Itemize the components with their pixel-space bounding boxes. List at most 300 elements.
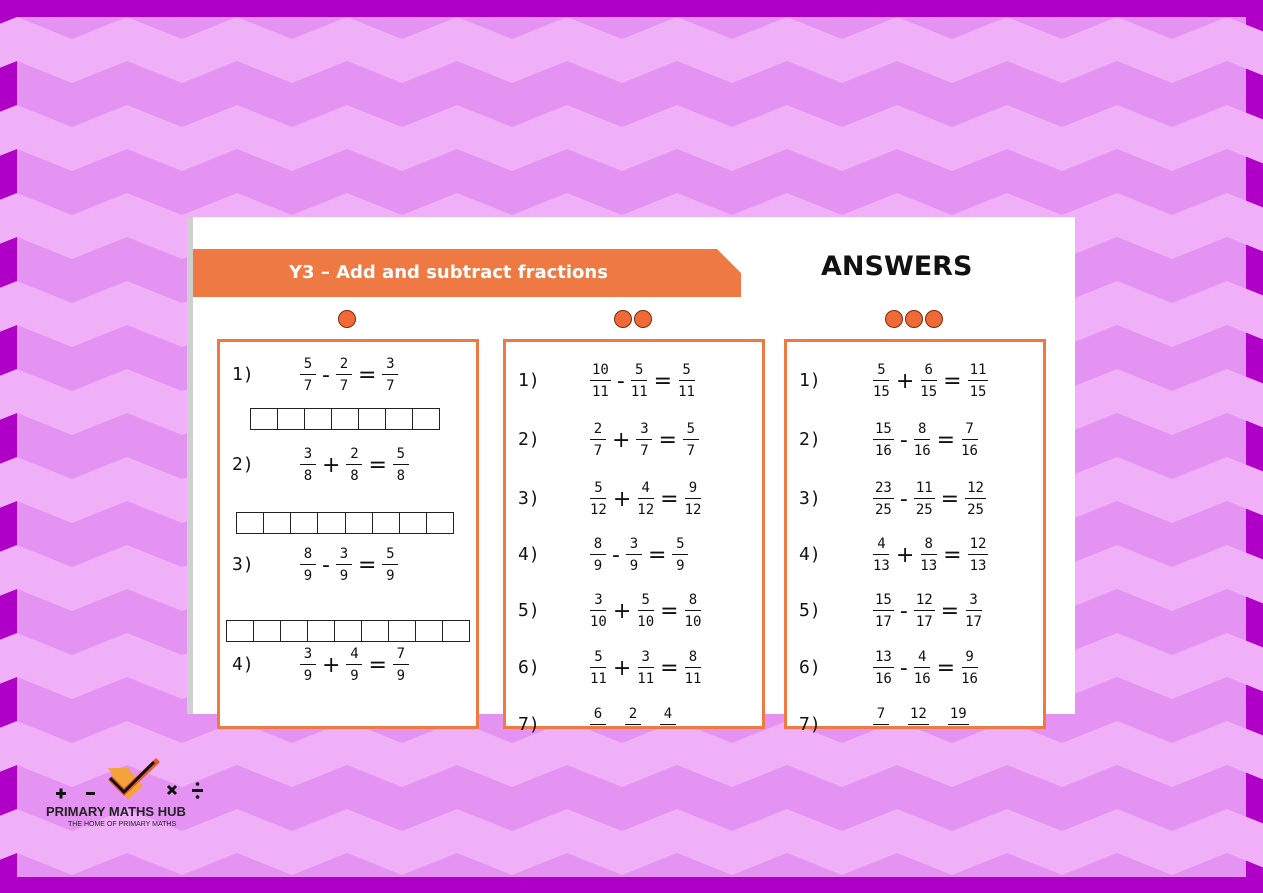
fraction [873, 649, 894, 687]
question-row [506, 588, 762, 634]
denominator: 12 [590, 502, 607, 518]
fraction-bar [226, 620, 470, 642]
operator: + [612, 427, 631, 453]
operator: = [940, 598, 960, 624]
numerator: 12 [908, 706, 929, 725]
question-row [787, 417, 1043, 463]
numerator: 11 [914, 480, 935, 499]
denominator: 16 [875, 443, 892, 459]
numerator: 9 [685, 480, 701, 499]
numerator: 7 [873, 706, 889, 725]
answers-heading: ANSWERS [821, 251, 973, 282]
numerator: 2 [336, 356, 352, 375]
fraction [914, 480, 935, 518]
question-number: 3) [518, 488, 540, 509]
numerator: 5 [679, 362, 695, 381]
fraction-equation [300, 642, 409, 688]
operator: + [895, 542, 915, 568]
numerator: 4 [638, 480, 654, 499]
operator: = [936, 655, 956, 681]
operator: - [322, 362, 330, 388]
fraction [300, 646, 316, 684]
worksheet-preview [187, 217, 1075, 735]
question-row [787, 645, 1043, 691]
difficulty-dot [634, 310, 652, 328]
numerator: 5 [590, 480, 606, 499]
fraction-equation [300, 542, 398, 588]
fraction [346, 646, 362, 684]
denominator [629, 725, 637, 744]
operator: = [357, 552, 377, 578]
numerator: 8 [590, 536, 606, 555]
fraction-bar-segment [251, 409, 278, 429]
denominator: 9 [350, 668, 359, 684]
denominator: 17 [965, 614, 982, 630]
fraction [590, 421, 606, 459]
denominator: 7 [640, 443, 649, 459]
fraction [300, 446, 316, 484]
question-row [787, 588, 1043, 634]
fraction [965, 480, 986, 518]
fraction [382, 546, 398, 584]
fraction [961, 649, 978, 687]
question-number: 3) [799, 488, 821, 509]
question-number: 2) [799, 429, 821, 450]
denominator: 15 [969, 384, 987, 400]
question-row [506, 417, 762, 463]
difficulty-dot [338, 310, 356, 328]
operator: = [658, 427, 677, 453]
numerator: 5 [631, 362, 647, 381]
operator: - [616, 368, 625, 394]
numerator: 15 [873, 421, 894, 440]
numerator: 10 [590, 362, 611, 381]
numerator: 5 [873, 362, 889, 381]
denominator [914, 725, 922, 744]
fraction [965, 592, 982, 630]
numerator: 7 [962, 421, 978, 440]
fraction-bar-segment [318, 513, 345, 533]
fraction [336, 546, 352, 584]
fraction-bar-segment [227, 621, 254, 641]
operator: = [368, 452, 387, 478]
denominator: 16 [875, 671, 892, 687]
denominator: 11 [590, 671, 607, 687]
question-number: 4) [799, 544, 821, 565]
fraction-bar-segment [332, 409, 359, 429]
denominator: 13 [873, 558, 890, 574]
operator: = [940, 486, 960, 512]
denominator: 16 [961, 671, 978, 687]
operator: + [612, 655, 632, 681]
numerator: 12 [914, 592, 935, 611]
numerator: 4 [873, 536, 889, 555]
numerator: 3 [626, 536, 642, 555]
fraction-bar-segment [416, 621, 443, 641]
fraction [637, 592, 654, 630]
denominator: 16 [961, 443, 978, 459]
operator: - [899, 655, 908, 681]
operator [612, 713, 619, 738]
numerator: 19 [948, 706, 969, 725]
fraction [920, 362, 937, 400]
fraction-bar [250, 408, 440, 430]
denominator: 7 [593, 443, 603, 459]
numerator: 11 [968, 362, 989, 381]
fraction-equation [873, 588, 982, 634]
fraction-equation [590, 358, 695, 404]
fraction-bar-segment [386, 409, 413, 429]
numerator: 8 [685, 649, 701, 668]
numerator: 4 [346, 646, 362, 665]
fraction [914, 421, 931, 459]
fraction [590, 480, 607, 518]
numerator: 4 [660, 706, 676, 725]
denominator: 11 [684, 671, 702, 687]
fraction-bar-segment [362, 621, 389, 641]
denominator: 9 [676, 558, 685, 574]
fraction [590, 362, 611, 400]
fraction-equation [590, 417, 699, 463]
numerator: 5 [393, 446, 409, 465]
question-number: 7) [518, 714, 540, 735]
fraction-equation [873, 702, 969, 748]
fraction-equation [590, 532, 688, 578]
fraction [672, 536, 688, 574]
operator [935, 713, 942, 738]
question-row [787, 358, 1043, 404]
question-number: 2) [518, 429, 540, 450]
operator: = [660, 598, 679, 624]
question-row [506, 645, 762, 691]
question-number: 1) [799, 370, 821, 391]
fraction-bar-segment [427, 513, 453, 533]
operator: = [936, 427, 956, 453]
question-number: 5) [518, 600, 540, 621]
fraction [300, 356, 316, 394]
operator: - [899, 486, 908, 512]
question-number: 7) [799, 714, 821, 735]
numerator: 12 [965, 480, 986, 499]
denominator: 25 [967, 502, 984, 518]
fraction [685, 649, 702, 687]
fraction [382, 356, 398, 394]
operator: = [660, 655, 679, 681]
numerator: 3 [300, 646, 316, 665]
denominator: 25 [915, 502, 933, 518]
denominator: 9 [303, 668, 313, 684]
zigzag-stripe [0, 17, 1263, 83]
fraction-bar-segment [278, 409, 305, 429]
numerator: 4 [914, 649, 930, 668]
difficulty-dots-1 [338, 310, 356, 328]
fraction [660, 706, 676, 744]
numerator: 13 [873, 649, 894, 668]
difficulty-dot [885, 310, 903, 328]
fraction-bar-segment [237, 513, 264, 533]
question-row [787, 476, 1043, 522]
denominator: 7 [686, 443, 696, 459]
fraction [914, 649, 931, 687]
denominator: 8 [350, 468, 359, 484]
operator: - [899, 598, 908, 624]
operator: + [322, 452, 341, 478]
fraction [968, 362, 989, 400]
fraction-equation [873, 532, 988, 578]
numerator: 23 [873, 480, 894, 499]
operator [895, 713, 902, 738]
denominator: 7 [303, 378, 313, 394]
fraction [393, 446, 409, 484]
fraction [590, 536, 606, 574]
numerator: 8 [300, 546, 316, 565]
operator: = [943, 542, 962, 568]
numerator: 5 [590, 649, 606, 668]
fraction-bar-segment [305, 409, 332, 429]
numerator: 5 [638, 592, 654, 611]
operator: + [612, 598, 632, 624]
numerator: 3 [336, 546, 352, 565]
denominator: 11 [637, 671, 655, 687]
denominator: 9 [386, 568, 395, 584]
fraction [678, 362, 695, 400]
fraction [873, 421, 894, 459]
fraction [626, 536, 642, 574]
fraction-equation [590, 588, 701, 634]
denominator: 8 [396, 468, 406, 484]
background-frame [17, 17, 1246, 877]
operator: = [368, 652, 387, 678]
numerator: 5 [672, 536, 688, 555]
fraction-equation [300, 442, 409, 488]
fraction-equation [300, 352, 398, 398]
numerator: 5 [382, 546, 398, 565]
question-number: 2) [232, 454, 254, 475]
numerator: 6 [590, 706, 606, 725]
fraction [873, 362, 890, 400]
numerator: 8 [921, 536, 937, 555]
fraction-equation [590, 476, 701, 522]
fraction-bar-segment [359, 409, 386, 429]
fraction [346, 446, 362, 484]
numerator: 2 [625, 706, 641, 725]
numerator: 7 [393, 646, 409, 665]
question-row [220, 542, 476, 588]
fraction-bar-segment [264, 513, 291, 533]
numerator: 3 [966, 592, 982, 611]
zigzag-stripe [0, 105, 1263, 171]
numerator: 3 [382, 356, 398, 375]
logo-tagline: THE HOME OF PRIMARY MATHS [68, 821, 177, 828]
numerator: 3 [590, 592, 606, 611]
operator: - [322, 552, 330, 578]
fraction-bar-segment [335, 621, 362, 641]
logo-name: PRIMARY MATHS HUB [46, 804, 186, 819]
fraction-bar-segment [400, 513, 427, 533]
fraction [393, 646, 409, 684]
fraction [685, 592, 702, 630]
denominator: 17 [875, 614, 892, 630]
operator: = [943, 368, 962, 394]
fraction-equation [590, 702, 676, 748]
question-number: 6) [799, 657, 821, 678]
fraction [300, 546, 316, 584]
fraction-bar-segment [346, 513, 373, 533]
question-row [506, 532, 762, 578]
fraction-bar-segment [413, 409, 439, 429]
question-row [506, 358, 762, 404]
numerator: 15 [873, 592, 894, 611]
denominator: 9 [629, 558, 639, 574]
numerator: 2 [590, 421, 606, 440]
fraction [637, 649, 654, 687]
fraction [590, 649, 607, 687]
denominator: 9 [593, 558, 603, 574]
numerator: 5 [300, 356, 316, 375]
question-row [787, 702, 1043, 748]
numerator: 3 [300, 446, 316, 465]
question-number: 4) [518, 544, 540, 565]
fraction [631, 362, 648, 400]
denominator: 9 [303, 568, 313, 584]
question-row [220, 642, 476, 688]
fraction [590, 706, 606, 744]
fraction [873, 592, 894, 630]
fraction-bar-segment [373, 513, 400, 533]
question-row [220, 352, 476, 398]
question-number: 1) [232, 364, 254, 385]
fraction [683, 421, 699, 459]
fraction-bar-segment [443, 621, 469, 641]
denominator: 17 [915, 614, 933, 630]
operator: = [357, 362, 377, 388]
denominator [877, 725, 885, 744]
question-row [506, 702, 762, 748]
difficulty-dots-3 [885, 310, 943, 328]
denominator: 10 [684, 614, 702, 630]
numerator: 9 [962, 649, 978, 668]
fraction [873, 706, 889, 744]
difficulty-dot [614, 310, 632, 328]
fraction [336, 356, 352, 394]
answer-panel-1 [217, 339, 479, 729]
fraction-bar [236, 512, 454, 534]
fraction [625, 706, 641, 744]
operator: - [899, 427, 908, 453]
operator: + [895, 368, 915, 394]
fraction [908, 706, 929, 744]
question-number: 6) [518, 657, 540, 678]
fraction-bar-segment [389, 621, 416, 641]
question-number: 5) [799, 600, 821, 621]
fraction [968, 536, 989, 574]
operator [647, 713, 654, 738]
numerator: 2 [346, 446, 362, 465]
fraction [948, 706, 969, 744]
operator: = [660, 486, 679, 512]
numerator: 5 [683, 421, 699, 440]
fraction [914, 592, 935, 630]
numerator: 3 [636, 421, 652, 440]
denominator: 12 [637, 502, 655, 518]
denominator: 15 [873, 384, 890, 400]
fraction [685, 480, 702, 518]
title-banner [193, 249, 741, 297]
fraction [873, 536, 890, 574]
denominator: 9 [339, 568, 349, 584]
question-row [506, 476, 762, 522]
fraction [637, 480, 654, 518]
denominator [954, 725, 962, 744]
fraction-bar-segment [254, 621, 281, 641]
denominator [594, 725, 602, 744]
fraction-bar-segment [291, 513, 318, 533]
fraction [636, 421, 652, 459]
fraction-bar-segment [308, 621, 335, 641]
denominator: 7 [386, 378, 395, 394]
numerator: 6 [921, 362, 937, 381]
fraction-bar-segment [281, 621, 308, 641]
question-row [220, 442, 476, 488]
fraction-equation [873, 476, 986, 522]
denominator: 25 [875, 502, 892, 518]
fraction-equation [873, 645, 978, 691]
denominator: 16 [913, 671, 931, 687]
operator: + [612, 486, 632, 512]
fraction [590, 592, 607, 630]
fraction-equation [873, 358, 988, 404]
difficulty-dots-2 [614, 310, 652, 328]
question-number: 3) [232, 554, 254, 575]
denominator: 10 [590, 614, 607, 630]
fraction-equation [590, 645, 701, 691]
numerator: 8 [914, 421, 930, 440]
numerator: 3 [638, 649, 654, 668]
denominator [664, 725, 672, 744]
question-number: 1) [518, 370, 540, 391]
answer-panel-2 [503, 339, 765, 735]
operator: + [322, 652, 341, 678]
worksheet-title: Y3 – Add and subtract fractions [289, 262, 608, 283]
denominator: 11 [630, 384, 648, 400]
question-number: 4) [232, 654, 254, 675]
numerator: 12 [968, 536, 989, 555]
numerator: 8 [685, 592, 701, 611]
fraction [920, 536, 937, 574]
answer-panel-3 [784, 339, 1046, 735]
question-row [787, 532, 1043, 578]
denominator: 15 [920, 384, 938, 400]
fraction [961, 421, 978, 459]
difficulty-dot [905, 310, 923, 328]
fraction [873, 480, 894, 518]
denominator: 10 [637, 614, 655, 630]
denominator: 9 [396, 668, 406, 684]
denominator: 16 [913, 443, 931, 459]
denominator: 13 [920, 558, 938, 574]
denominator: 13 [969, 558, 987, 574]
operator: = [653, 368, 673, 394]
denominator: 8 [303, 468, 313, 484]
denominator: 12 [684, 502, 702, 518]
fraction-equation [873, 417, 978, 463]
denominator: 11 [678, 384, 695, 400]
difficulty-dot [925, 310, 943, 328]
operator: = [647, 542, 667, 568]
denominator: 11 [592, 384, 609, 400]
operator: - [612, 542, 620, 568]
denominator: 7 [339, 378, 349, 394]
